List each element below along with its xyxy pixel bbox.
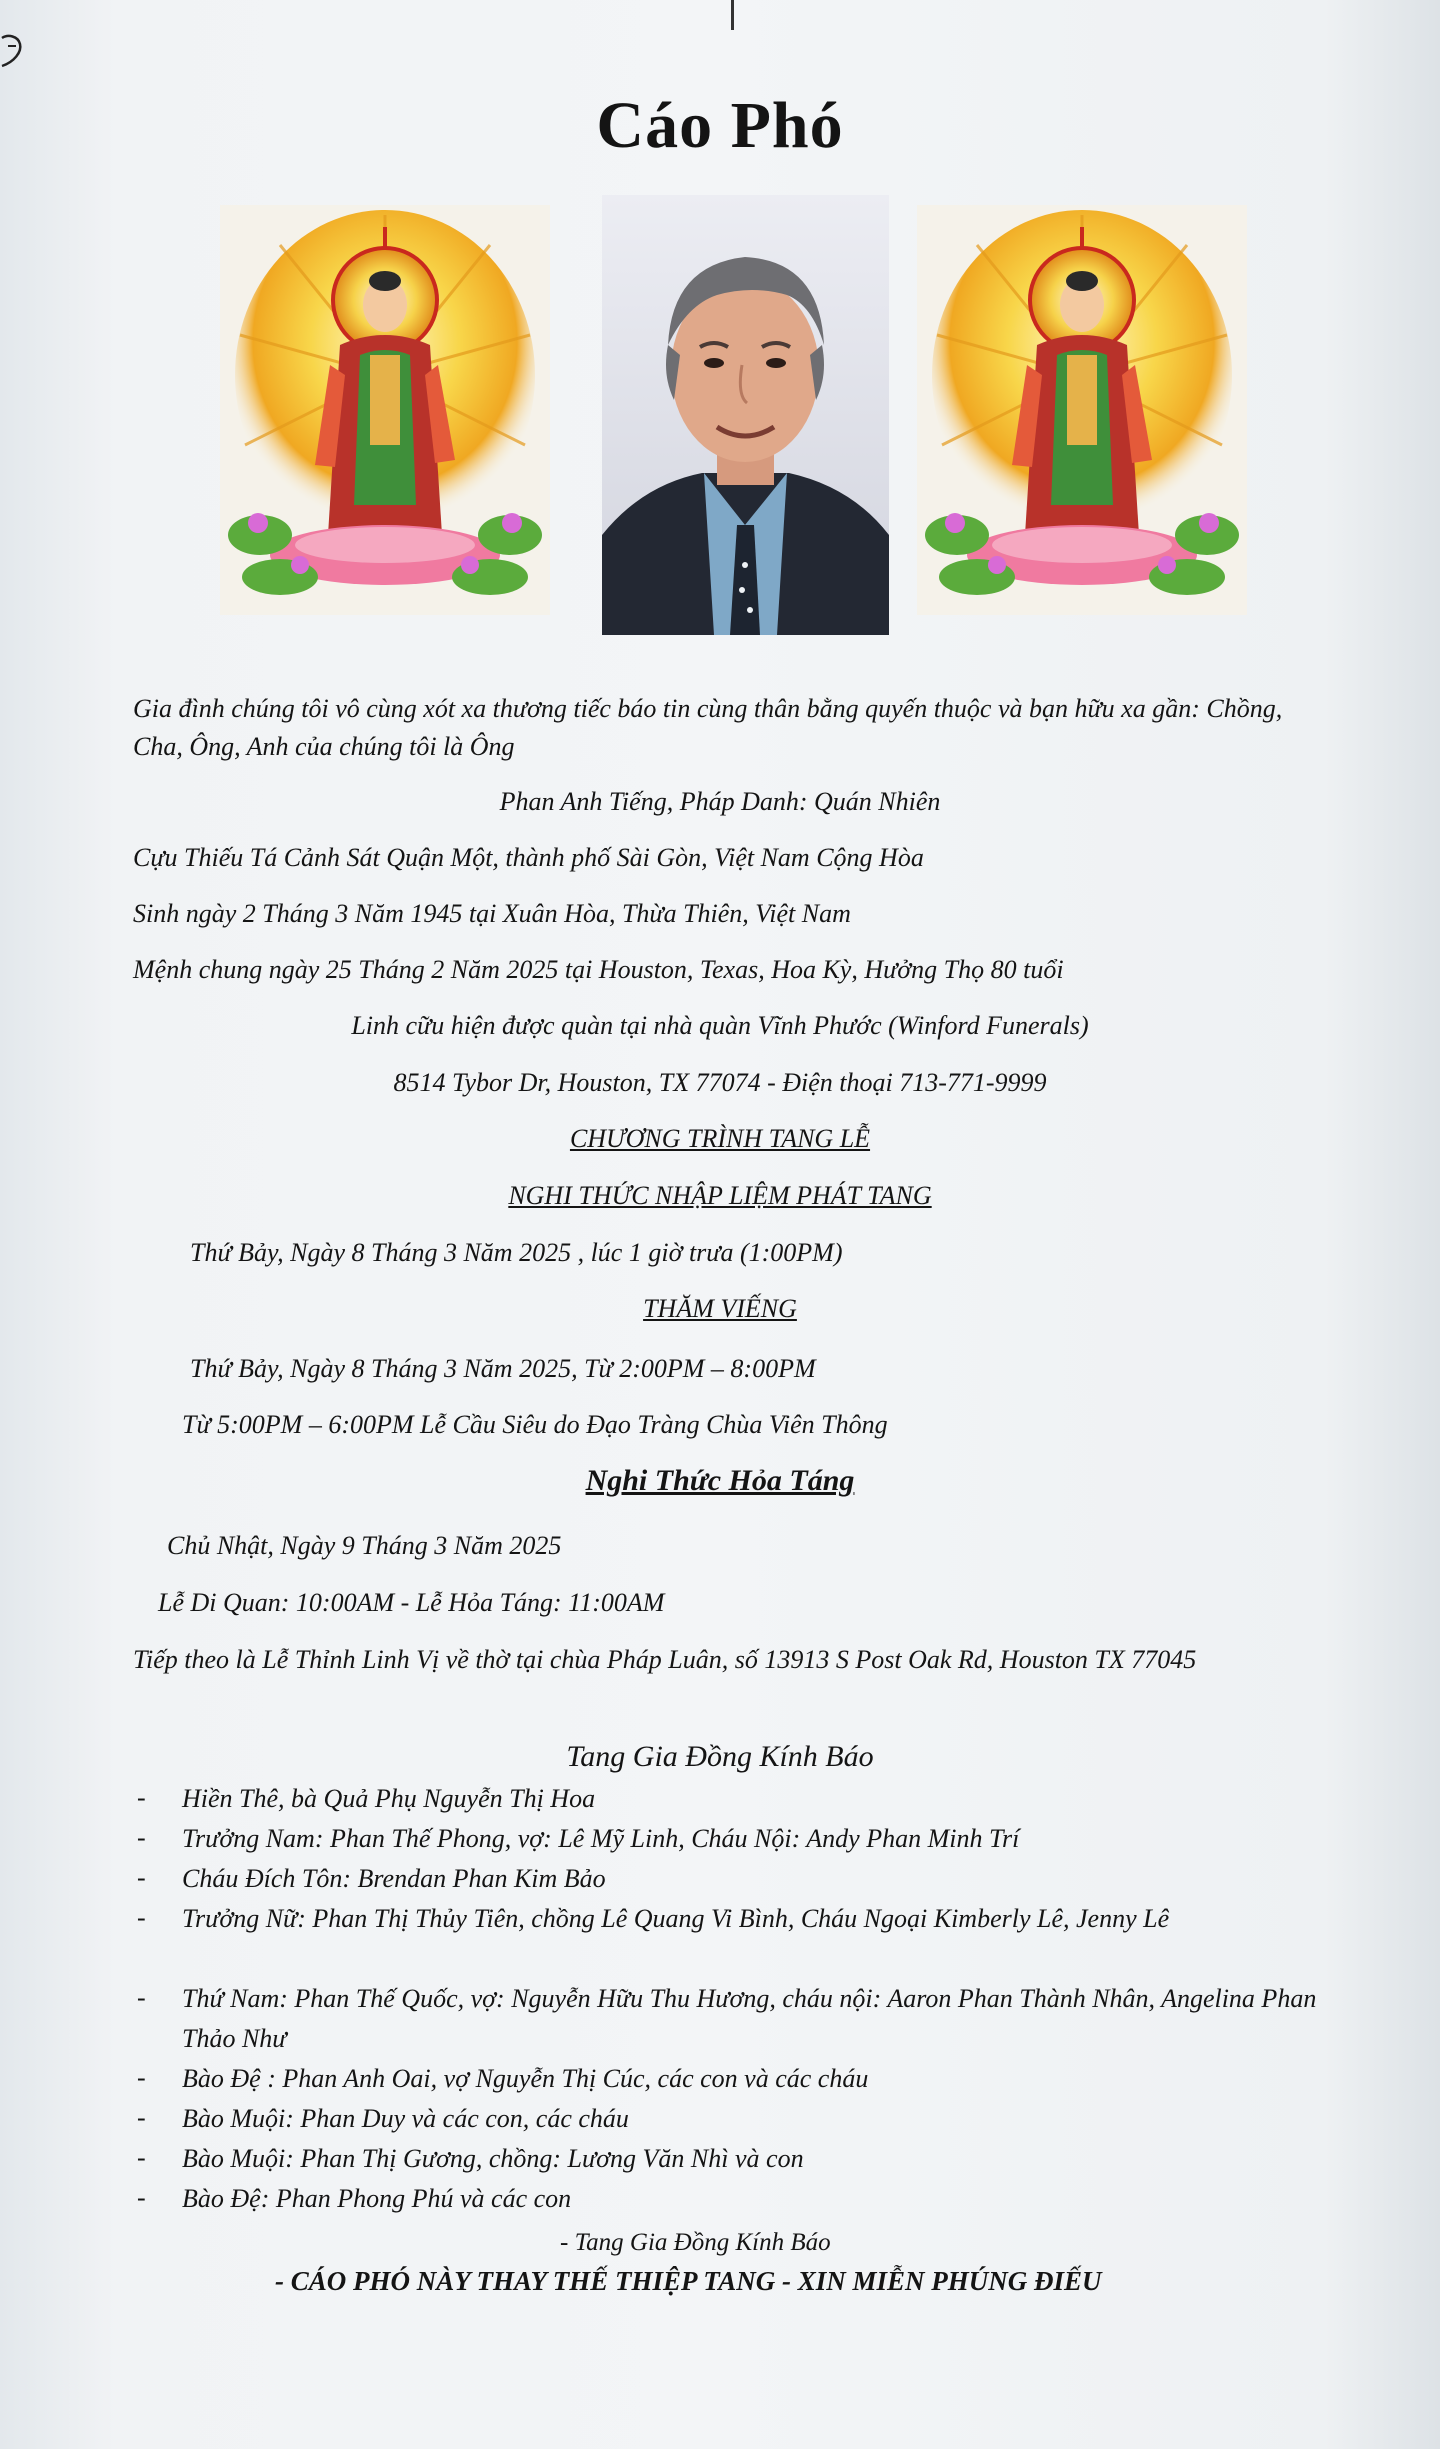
page-title: Cáo Phó bbox=[596, 89, 844, 162]
bullet: - bbox=[137, 2143, 146, 2172]
family-member: Bào Đệ : Phan Anh Oai, vợ Nguyễn Thị Cúc, các con và các cháu bbox=[182, 2064, 869, 2093]
bullet: - bbox=[137, 1903, 146, 1932]
family-member: Bào Đệ: Phan Phong Phú và các con bbox=[182, 2184, 572, 2213]
bullet: - bbox=[137, 1983, 146, 2012]
buddha-image-right bbox=[917, 205, 1247, 615]
family-member: Trưởng Nữ: Phan Thị Thủy Tiên, chồng Lê Quang Vi Bình, Cháu Ngoại Kimberly Lê, Jenny Lê bbox=[182, 1904, 1170, 1933]
followup-line: Tiếp theo là Lễ Thỉnh Linh Vị về thờ tại chùa Pháp Luân, số 13913 S Post Oak Rd, Houston TX 77045 bbox=[133, 1645, 1197, 1674]
bullet: - bbox=[137, 2063, 146, 2092]
hand-cursor-icon bbox=[0, 32, 26, 76]
family-member: Bào Muội: Phan Duy và các con, các cháu bbox=[182, 2104, 629, 2133]
section3-heading: Nghi Thức Hỏa Táng bbox=[585, 1464, 855, 1497]
family-heading: Tang Gia Đồng Kính Báo bbox=[566, 1740, 874, 1773]
deceased-name: Phan Anh Tiếng, Pháp Danh: Quán Nhiên bbox=[499, 787, 941, 816]
buddha-image-left bbox=[220, 205, 550, 615]
section2-heading: THĂM VIẾNG bbox=[643, 1294, 797, 1323]
closing-notice: - CÁO PHÓ NÀY THAY THẾ THIỆP TANG - XIN MIỄN PHÚNG ĐIẾU bbox=[275, 2266, 1102, 2296]
bullet: - bbox=[137, 2183, 146, 2212]
section1-time: Thứ Bảy, Ngày 8 Tháng 3 Năm 2025 , lúc 1 giờ trưa (1:00PM) bbox=[190, 1238, 843, 1267]
section3-times: Lễ Di Quan: 10:00AM - Lễ Hỏa Táng: 11:00AM bbox=[158, 1588, 665, 1617]
family-member: Cháu Đích Tôn: Brendan Phan Kim Bảo bbox=[182, 1864, 606, 1893]
address-line: 8514 Tybor Dr, Houston, TX 77074 - Điện thoại 713-771-9999 bbox=[393, 1068, 1047, 1097]
rank-line: Cựu Thiếu Tá Cảnh Sát Quận Một, thành phố Sài Gòn, Việt Nam Cộng Hòa bbox=[133, 843, 924, 872]
section1-heading: NGHI THỨC NHẬP LIỆM PHÁT TANG bbox=[508, 1181, 932, 1210]
birth-line: Sinh ngày 2 Tháng 3 Năm 1945 tại Xuân Hòa, Thừa Thiên, Việt Nam bbox=[133, 899, 851, 928]
intro-paragraph: Gia đình chúng tôi vô cùng xót xa thương tiếc báo tin cùng thân bằng quyến thuộc và bạn hữu xa gần: Chồng, Cha, Ông, Anh của chúng tôi là Ông bbox=[133, 694, 1283, 761]
funeral-home-line: Linh cữu hiện được quàn tại nhà quàn Vĩnh Phước (Winford Funerals) bbox=[351, 1011, 1089, 1040]
death-line: Mệnh chung ngày 25 Tháng 2 Năm 2025 tại Houston, Texas, Hoa Kỳ, Hưởng Thọ 80 tuổi bbox=[133, 955, 1064, 984]
family-member: Hiền Thê, bà Quả Phụ Nguyễn Thị Hoa bbox=[182, 1784, 596, 1813]
bullet: - bbox=[137, 1783, 146, 1812]
program-heading: CHƯƠNG TRÌNH TANG LỄ bbox=[569, 1124, 871, 1153]
section2-time1: Thứ Bảy, Ngày 8 Tháng 3 Năm 2025, Từ 2:00PM – 8:00PM bbox=[190, 1354, 816, 1383]
bullet: - bbox=[137, 1863, 146, 1892]
family-member: Trưởng Nam: Phan Thế Phong, vợ: Lê Mỹ Linh, Cháu Nội: Andy Phan Minh Trí bbox=[182, 1824, 1020, 1853]
deceased-portrait bbox=[602, 195, 889, 635]
bullet: - bbox=[137, 1823, 146, 1852]
family-member: Thứ Nam: Phan Thế Quốc, vợ: Nguyễn Hữu Thu Hương, cháu nội: Aaron Phan Thành Nhân, Angelina Phan Thảo Như bbox=[182, 1984, 1317, 2053]
section3-date: Chủ Nhật, Ngày 9 Tháng 3 Năm 2025 bbox=[167, 1531, 562, 1560]
closing-signature: - Tang Gia Đồng Kính Báo bbox=[560, 2229, 831, 2256]
bullet: - bbox=[137, 2103, 146, 2132]
section2-time2: Từ 5:00PM – 6:00PM Lễ Cầu Siêu do Đạo Tràng Chùa Viên Thông bbox=[182, 1410, 888, 1439]
family-member: Bào Muội: Phan Thị Gương, chồng: Lương Văn Nhì và con bbox=[182, 2144, 804, 2173]
binder-mark bbox=[731, 0, 734, 30]
